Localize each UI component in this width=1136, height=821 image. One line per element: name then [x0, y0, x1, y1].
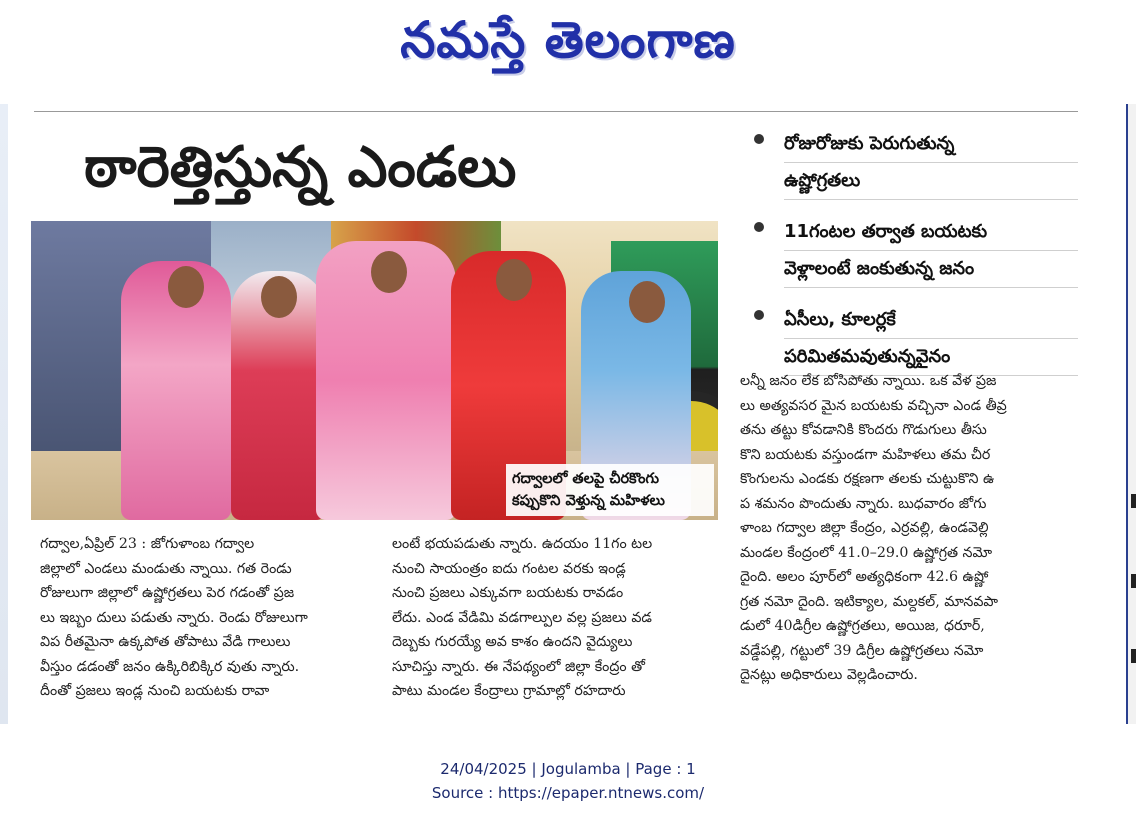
body-line: గ్రత నమో దైంది. ఇటిక్యాల, మల్దకల్, మానవపా	[740, 593, 999, 610]
edge-mark	[1131, 574, 1136, 588]
bullet-icon	[754, 134, 764, 144]
body-line: గద్వాల,ఏప్రిల్ 23 : జోగుళాంబ గద్వాల	[40, 536, 255, 552]
article-photo	[31, 221, 718, 520]
photo-caption-line: కప్పుకొని వెళ్తున్న మహిళలు	[512, 493, 665, 509]
body-line: నుంచి సాయంత్రం ఐదు గంటల వరకు ఇండ్ల	[392, 560, 626, 577]
highlight-line: రోజురోజుకు పెరుగుతున్న	[784, 126, 1078, 163]
body-line: డులో 40డిగ్రీల ఉష్ణోగ్రతలు, అయిజ, ధరూర్,	[740, 618, 985, 634]
photo-face	[371, 251, 407, 293]
body-line: తను తట్టు కోవడానికి కొందరు గొడుగులు తీసు	[740, 422, 987, 438]
highlight-line: ఉష్ణోగ్రతలు	[784, 163, 1078, 200]
body-line: కొని బయటకు వస్తుండగా మహిళలు తమ చీర	[740, 446, 991, 463]
highlight-item	[748, 126, 1078, 200]
body-line: దెబ్బకు గురయ్యే అవ కాశం ఉందని వైద్యులు	[392, 634, 633, 650]
body-line: దీంతో ప్రజలు ఇండ్ల నుంచి బయటకు రావా	[40, 683, 270, 699]
footer-source-link[interactable]: Source : https://epaper.ntnews.com/	[431, 784, 705, 802]
body-line: కొంగులను ఎండకు రక్షణగా తలకు చుట్టుకొని ఉ	[740, 471, 995, 487]
photo-face	[261, 276, 297, 318]
article-body-column-3	[740, 369, 1096, 729]
page-left-margin	[0, 104, 8, 724]
bullet-icon	[754, 310, 764, 320]
photo-face	[496, 259, 532, 301]
highlight-line: పరిమితమవుతున్నవైనం	[784, 339, 1078, 376]
highlight-line: ఏసీలు, కూలర్లకే	[784, 302, 1078, 339]
body-line: లు ఇబ్బం దులు పడుతు న్నారు. రెండు రోజులుగా	[40, 609, 308, 626]
highlight-line: వెళ్లాలంటే జంకుతున్న జనం	[784, 251, 1078, 288]
body-line: లు అత్యవసర మైన బయటకు వచ్చినా ఎండ తీవ్ర	[740, 397, 1007, 414]
body-line: దైనట్లు అధికారులు వెల్లడించారు.	[740, 667, 918, 683]
highlight-line: 11గంటల తర్వాత బయటకు	[784, 214, 1078, 251]
highlight-item	[748, 214, 1078, 288]
article-body-column-2	[392, 532, 722, 728]
body-line: వీస్తుం డడంతో జనం ఉక్కిరిబిక్కిర వుతు న్నారు.	[40, 658, 300, 675]
body-line: రోజులుగా జిల్లాలో ఉష్ణోగ్రతలు పెర గడంతో ప్రజ	[40, 585, 295, 601]
highlights-list	[748, 126, 1078, 390]
body-line: మండల కేంద్రంలో 41.0–29.0 ఉష్ణోగ్రత నమో	[740, 544, 993, 561]
photo-face	[629, 281, 665, 323]
newspaper-masthead: నమస్తే తెలంగాణ	[400, 11, 736, 69]
body-line: సూచిస్తు న్నారు. ఈ నేపథ్యంలో జిల్లా కేంద్రం తో	[392, 658, 645, 675]
body-line: లన్నీ జనం లేక బోసిపోతు న్నాయి. ఒక వేళ ప్రజ	[740, 373, 997, 389]
epaper-footer	[0, 757, 1136, 805]
article-headline: ఠారెత్తిస్తున్న ఎండలు	[84, 135, 517, 200]
edge-mark	[1131, 649, 1136, 663]
body-line: నుంచి ప్రజలు ఎక్కువగా బయటకు రావడం	[392, 585, 624, 601]
adjacent-page-edge	[1126, 104, 1136, 724]
body-line: లంటే భయపడుతు న్నారు. ఉదయం 11గం టల	[392, 536, 653, 552]
body-line: ళాంబ గద్వాల జిల్లా కేంద్రం, ఎర్రవల్లి, ఉండవెల్లి	[740, 520, 989, 536]
body-line: విప రీతమైనా ఉక్కపోత తోపాటు వేడి గాలులు	[40, 634, 291, 650]
body-line: జిల్లాలో ఎండలు మండుతు న్నాయి. గత రెండు	[40, 560, 292, 577]
body-line: లేదు. ఎండ వేడిమి వడగాల్పుల వల్ల ప్రజలు వడ	[392, 609, 652, 626]
bullet-icon	[754, 222, 764, 232]
highlight-item	[748, 302, 1078, 376]
body-line: ప శమనం పొందుతు న్నారు. బుధవారం జోగు	[740, 495, 987, 512]
photo-caption	[506, 464, 714, 516]
edge-mark	[1131, 494, 1136, 508]
body-line: దైంది. అలం పూర్‌లో అత్యధికంగా 42.6 ఉష్ణో	[740, 569, 989, 585]
footer-date-edition: 24/04/2025 | Jogulamba | Page : 1	[440, 760, 696, 778]
article-body-column-1	[40, 532, 375, 728]
masthead-divider	[34, 111, 1078, 112]
photo-caption-line: గద్వాలలో తలపై చీరకొంగు	[512, 471, 660, 487]
body-line: వడ్డేపల్లి, గట్టులో 39 డిగ్రీల ఉష్ణోగ్రతలు నమో	[740, 642, 984, 659]
photo-face	[168, 266, 204, 308]
body-line: పాటు మండల కేంద్రాలు గ్రామాల్లో రహదారు	[392, 683, 626, 699]
